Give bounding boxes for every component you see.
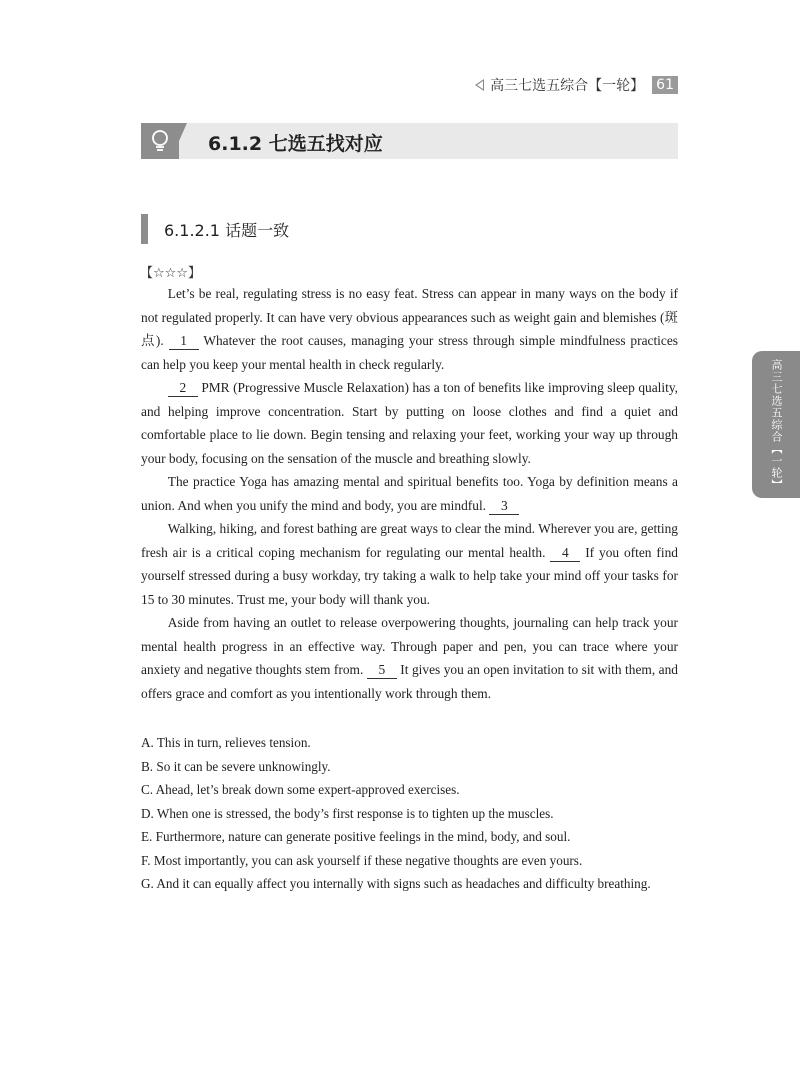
paragraph-3 — [141, 470, 678, 517]
blank-3: 3 — [489, 498, 519, 515]
option-g: G. And it can equally affect you internally with signs such as headaches and difficulty breathing. — [141, 876, 651, 891]
paragraph-1-after: Whatever the root causes, managing your stress through simple mindfulness practices can help you keep your mental health in check regularly. — [141, 333, 678, 372]
triangle-marker-icon — [475, 79, 484, 91]
option-d: D. When one is stressed, the body’s first response is to tighten up the muscles. — [141, 805, 554, 821]
option-f: F. Most importantly, you can ask yourself if these negative thoughts are even yours. — [141, 852, 583, 868]
blank-2: 2 — [168, 380, 198, 397]
subsection-title: 6.1.2.1 话题一致 — [164, 220, 290, 240]
option-a: A. This in turn, relieves tension. — [141, 735, 311, 750]
difficulty-rating: 【☆☆☆】 — [140, 266, 201, 281]
page-number: 61 — [652, 76, 678, 94]
section-banner — [141, 123, 678, 159]
answer-options — [141, 731, 678, 896]
banner-slant — [171, 123, 187, 159]
paragraph-1-text: Let’s be real, regulating stress is no easy feat. Stress can appear in many ways on the body if not regulated properly. It can have very obvious appearances such as weight gain and blemishes (斑点). — [141, 286, 678, 348]
passage — [141, 282, 678, 705]
heading-bar — [141, 214, 148, 244]
running-title: 高三七选五综合【一轮】 — [490, 78, 645, 94]
paragraph-1 — [141, 282, 678, 376]
blank-4: 4 — [550, 545, 580, 562]
subsection-heading — [141, 214, 289, 244]
option-c: C. Ahead, let’s break down some expert-approved exercises. — [141, 782, 460, 797]
lightbulb-icon — [149, 129, 171, 158]
paragraph-2-text: PMR (Progressive Muscle Relaxation) has a ton of benefits like improving sleep quality, and helping improve concentration. Start by putting on loose clothes and find a quiet and comfortable place to lie down. Begin tensing and relaxing your feet, working your way up through your body, focusing on the sensation of the muscle and breathing slowly. — [141, 380, 678, 466]
side-tab-label: 高三七选五综合【一轮】 — [770, 358, 783, 491]
side-tab — [752, 351, 800, 498]
paragraph-5 — [141, 611, 678, 705]
blank-1: 1 — [169, 333, 199, 350]
option-e: E. Furthermore, nature can generate positive feelings in the mind, body, and soul. — [141, 829, 571, 844]
section-title: 6.1.2 七选五找对应 — [208, 133, 383, 155]
blank-5: 5 — [367, 662, 397, 679]
option-b: B. So it can be severe unknowingly. — [141, 758, 331, 774]
paragraph-5-after: It gives you an open invitation to sit with them, and offers grace and comfort as you intentionally work through them. — [141, 662, 678, 701]
paragraph-2 — [141, 376, 678, 470]
paragraph-4-after: If you often find yourself stressed during a busy workday, try taking a walk to help take your mind off your tasks for 15 to 30 minutes. Trust me, your body will thank you. — [141, 544, 678, 607]
paragraph-4 — [141, 517, 678, 611]
paragraph-3-text: The practice Yoga has amazing mental and spiritual benefits too. Yoga by definition means a union. And when you unify the mind and body, you are mindful. — [141, 474, 678, 513]
running-header — [475, 74, 678, 96]
paragraph-5-text: Aside from having an outlet to release overpowering thoughts, journaling can help track your mental health progress in an effective way. Through paper and pen, you can trace where your anxiety and negative thoughts stem from. — [141, 615, 678, 677]
paragraph-4-text: Walking, hiking, and forest bathing are great ways to clear the mind. Wherever you are, getting fresh air is a critical coping mechanism for regulating our mental health. — [141, 521, 678, 560]
